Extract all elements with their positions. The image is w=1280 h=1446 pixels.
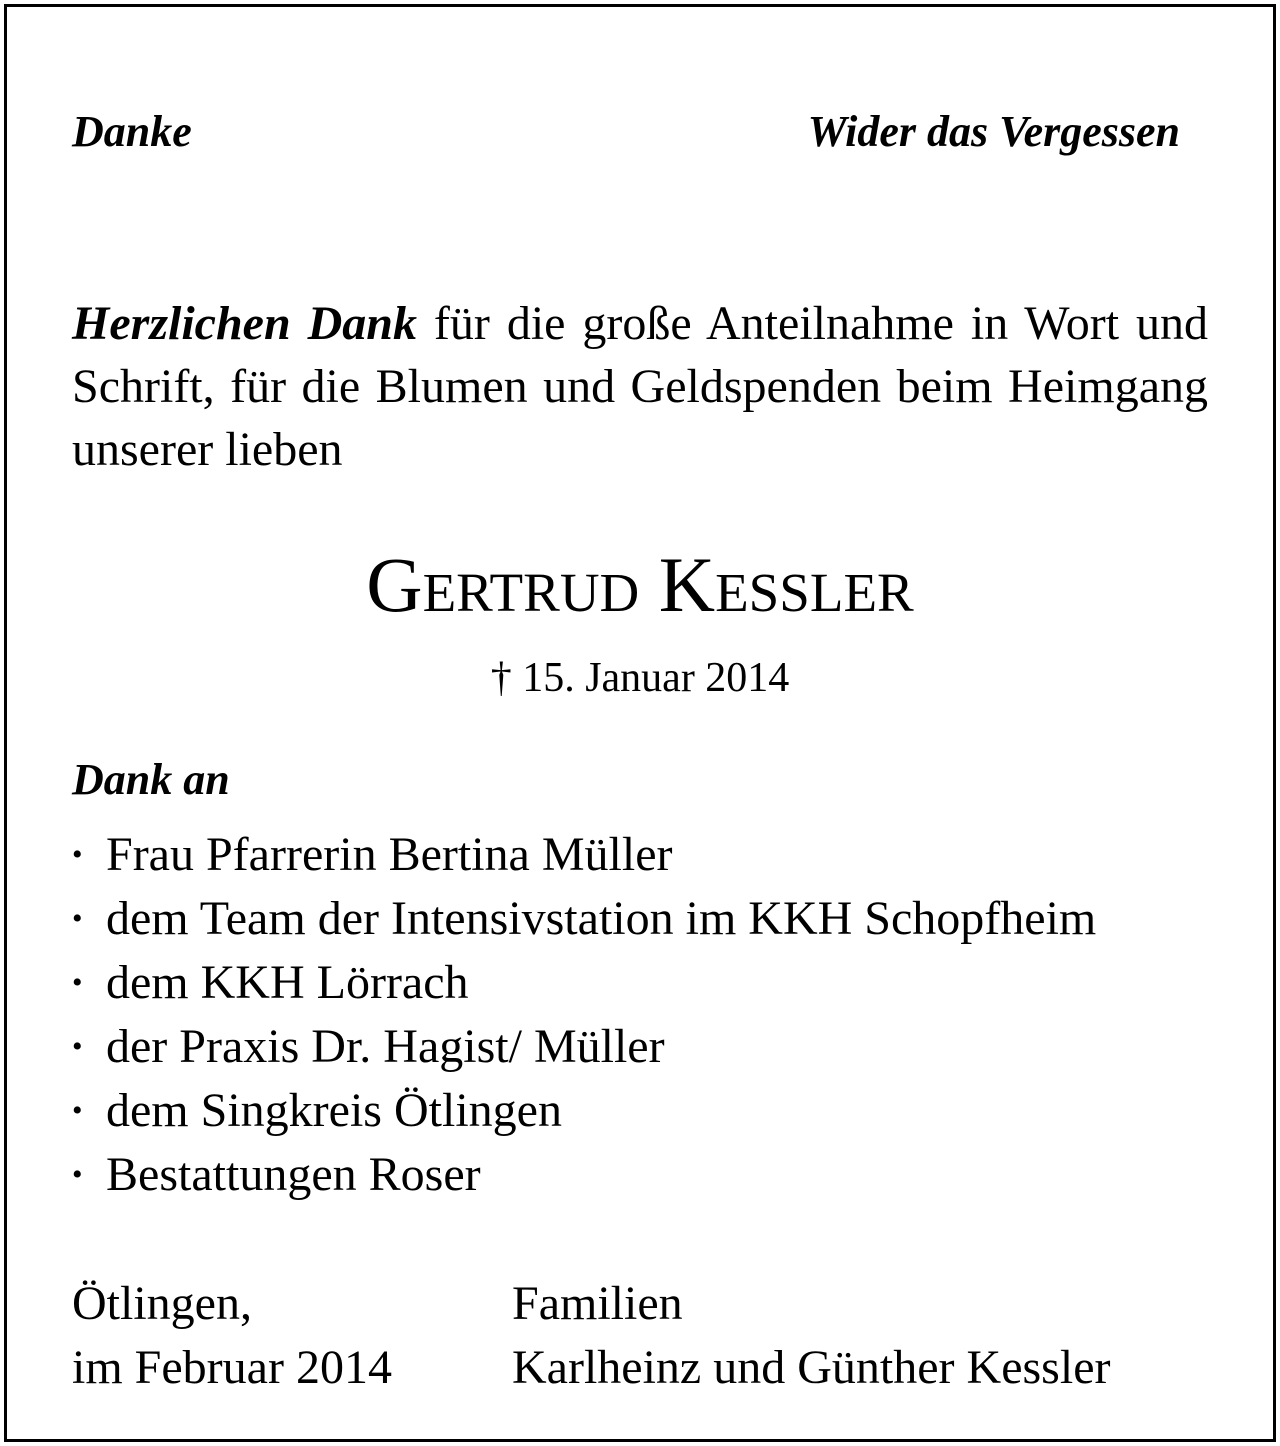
list-item-text: der Praxis Dr. Hagist/ Müller bbox=[106, 1020, 665, 1073]
death-date: † 15. Januar 2014 bbox=[490, 655, 790, 701]
deceased-name: Gertrud Kessler bbox=[366, 541, 914, 628]
list-item bbox=[72, 823, 1232, 887]
header-thanks: Danke bbox=[72, 107, 192, 156]
bullet-icon: • bbox=[72, 902, 83, 935]
list-item-text: dem KKH Lörrach bbox=[106, 956, 469, 1009]
list-item bbox=[72, 1079, 1232, 1143]
list-item-text: dem Team der Intensivstation im KKH Schopfheim bbox=[106, 892, 1097, 945]
list-item bbox=[72, 1015, 1232, 1079]
list-item bbox=[72, 951, 1232, 1015]
bullet-icon: • bbox=[72, 1030, 83, 1063]
footer-family bbox=[512, 1272, 1110, 1400]
bullet-icon: • bbox=[72, 1158, 83, 1191]
list-item bbox=[72, 887, 1232, 951]
list-item-text: dem Singkreis Ötlingen bbox=[106, 1084, 562, 1137]
intro-text: für die große Anteilnahme in Wort und Schrift, für die Blumen und Geldspenden beim Heimgang unserer lieben bbox=[72, 297, 1209, 476]
bullet-icon: • bbox=[72, 838, 83, 871]
header-against-forgetting: Wider das Vergessen bbox=[807, 107, 1180, 156]
bullet-icon: • bbox=[72, 1094, 83, 1127]
intro-lead: Herzlichen Dank bbox=[72, 297, 417, 350]
thanks-heading: Dank an bbox=[72, 755, 230, 804]
footer-family-line2: Karlheinz und Günther Kessler bbox=[512, 1341, 1111, 1394]
outer-border bbox=[4, 4, 1276, 1442]
bullet-icon: • bbox=[72, 966, 83, 999]
footer-place-date bbox=[72, 1272, 392, 1400]
footer-date: im Februar 2014 bbox=[72, 1341, 392, 1394]
intro-paragraph bbox=[72, 292, 1208, 481]
thanks-list bbox=[72, 823, 1232, 1207]
list-item-text: Bestattungen Roser bbox=[106, 1148, 481, 1201]
footer-place: Ötlingen, bbox=[72, 1277, 252, 1330]
list-item-text: Frau Pfarrerin Bertina Müller bbox=[106, 828, 673, 881]
footer-family-line1: Familien bbox=[512, 1277, 683, 1330]
list-item bbox=[72, 1143, 1232, 1207]
